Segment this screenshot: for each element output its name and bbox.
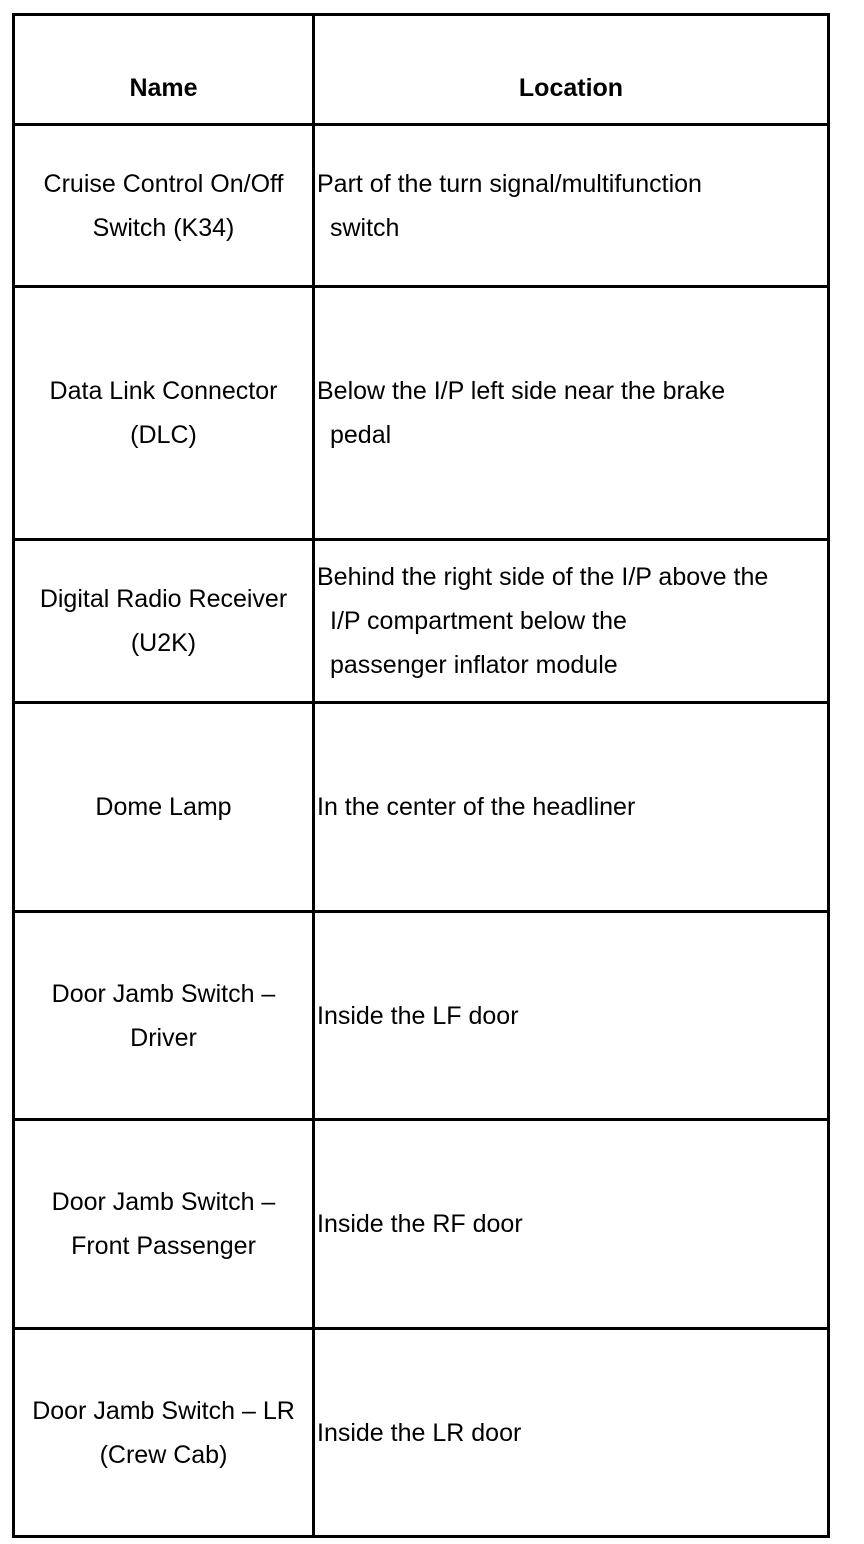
component-name-line: Dome Lamp [95,793,232,821]
table-row [14,1120,829,1329]
component-name-line: Switch (K34) [92,213,235,242]
component-name-cell [14,703,314,912]
component-location-line: pedal [330,421,392,449]
table-row [14,1329,829,1537]
name-column-header: Name [14,15,314,125]
table-row [14,125,829,287]
table-row [14,912,829,1120]
component-location-line: passenger inflator module [330,651,618,679]
component-name-line: (Crew Cab) [99,1440,228,1469]
component-location-line: Inside the LR door [317,1418,522,1447]
component-name-cell [14,1120,314,1329]
table-row [14,540,829,703]
component-name-line: Cruise Control On/Off [43,169,284,198]
component-name-line: Data Link Connector [49,377,278,405]
component-location-line: switch [330,213,400,242]
component-location-cell [314,703,829,912]
component-location-line: Inside the LF door [317,1001,519,1030]
component-location-line: I/P compartment below the [330,607,627,635]
component-name-cell [14,1329,314,1537]
header-row [14,15,829,125]
component-location-line: Part of the turn signal/multifunction [317,169,702,198]
component-location-cell [314,1329,829,1537]
location-column-header: Location [314,15,829,125]
component-location-table [12,13,830,1538]
component-name-line: (U2K) [130,629,197,657]
component-name-cell [14,125,314,287]
component-name-line: (DLC) [130,421,197,449]
component-location-line: Inside the RF door [317,1210,523,1238]
component-location-cell [314,540,829,703]
component-name-line: Digital Radio Receiver [39,585,288,613]
table-row [14,703,829,912]
component-location-line: Below the I/P left side near the brake [317,377,726,405]
component-location-cell [314,912,829,1120]
component-name-line: Driver [130,1023,197,1052]
component-location-line: Behind the right side of the I/P above the [317,563,769,591]
component-name-line: Front Passenger [71,1232,256,1260]
component-location-cell [314,287,829,540]
component-name-line: Door Jamb Switch – LR [32,1396,295,1425]
component-location-cell [314,125,829,287]
component-name-line: Door Jamb Switch – [51,979,276,1008]
component-name-cell [14,540,314,703]
component-name-cell [14,912,314,1120]
component-name-line: Door Jamb Switch – [51,1188,276,1216]
component-location-cell [314,1120,829,1329]
component-name-cell [14,287,314,540]
component-location-line: In the center of the headliner [317,793,636,821]
table-row [14,287,829,540]
